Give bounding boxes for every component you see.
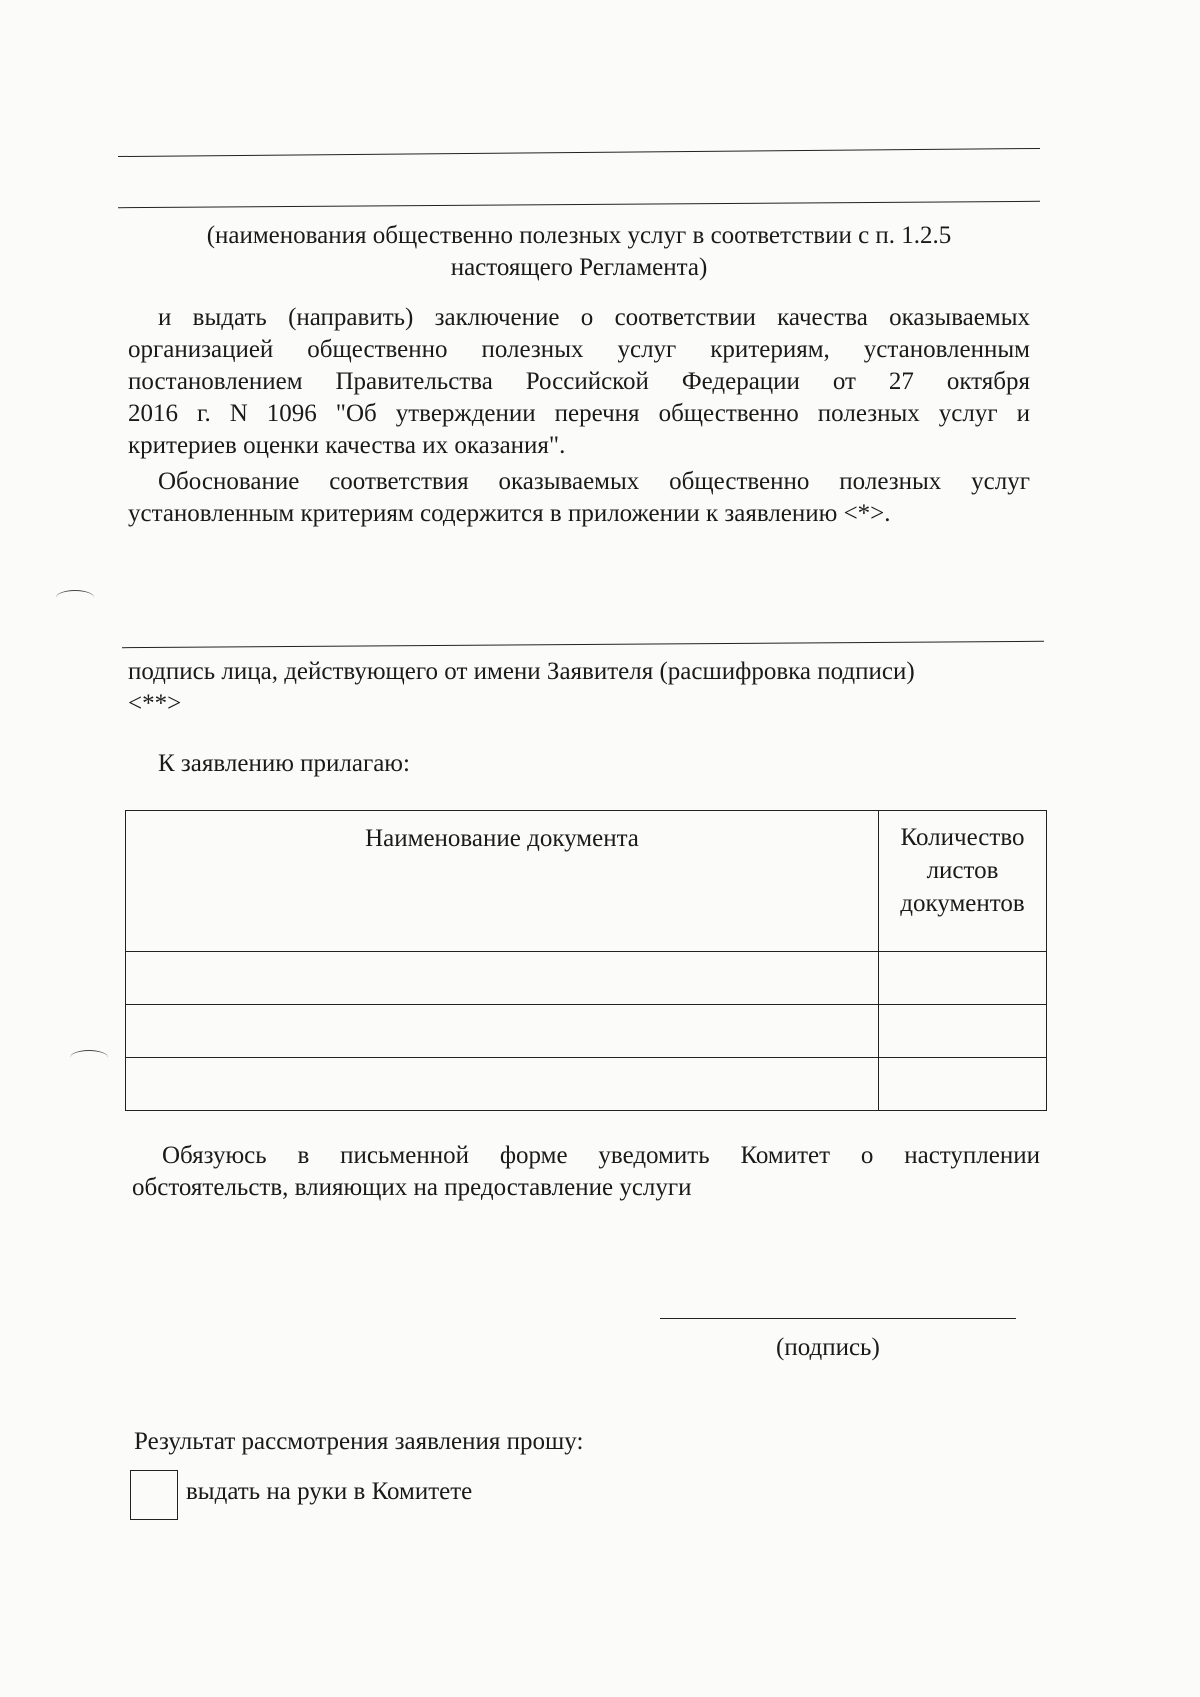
sheet-count-cell[interactable] [879, 1005, 1047, 1058]
attachments-label: К заявлению прилагаю: [158, 750, 410, 777]
delivery-option-checkbox[interactable] [130, 1470, 178, 1520]
request-paragraph-line-2: организацией общественно полезных услуг критериям, установленным [128, 336, 1030, 363]
delivery-option-label: выдать на руки в Комитете [186, 1478, 473, 1505]
header-sheet-count-line-2: листов [926, 857, 999, 884]
document-name-cell[interactable] [126, 952, 879, 1005]
header-sheet-count-line-1: Количество [900, 824, 1025, 851]
table-header-row [126, 811, 1047, 952]
services-blank-line-1[interactable] [118, 148, 1040, 157]
justification-paragraph-line-1: Обоснование соответствия оказываемых общественно полезных услуг [158, 468, 1030, 495]
signature-caption [128, 656, 1050, 720]
services-blank-line-2[interactable] [118, 201, 1040, 208]
signature-label: (подпись) [776, 1334, 880, 1361]
sheet-count-cell[interactable] [879, 952, 1047, 1005]
signature-caption-line-1: подпись лица, действующего от имени Заявителя (расшифровка подписи) [128, 658, 915, 685]
obligation-paragraph [132, 1140, 1040, 1204]
services-caption-line-1: (наименования общественно полезных услуг в соответствии с п. 1.2.5 [206, 222, 952, 249]
sheet-count-cell[interactable] [879, 1058, 1047, 1111]
binding-hole-mark [70, 1050, 108, 1065]
header-sheet-count-line-3: документов [900, 890, 1025, 917]
document-name-cell[interactable] [126, 1058, 879, 1111]
attachments-table [125, 810, 1047, 1111]
signature-line[interactable] [660, 1318, 1016, 1319]
services-caption [118, 220, 1040, 284]
table-row [126, 1058, 1047, 1111]
request-paragraph-line-5: критериев оценки качества их оказания". [128, 432, 566, 459]
result-label: Результат рассмотрения заявления прошу: [134, 1428, 584, 1455]
applicant-signature-line[interactable] [122, 641, 1044, 648]
justification-paragraph [128, 466, 1030, 530]
signature-caption-line-2: <**> [128, 690, 182, 717]
request-paragraph [128, 302, 1030, 462]
header-sheet-count [879, 811, 1047, 952]
obligation-paragraph-line-2: обстоятельств, влияющих на предоставление услуги [132, 1174, 692, 1201]
binding-hole-mark [56, 590, 94, 605]
request-paragraph-line-3: постановлением Правительства Российской Федерации от 27 октября [128, 368, 1030, 395]
document-name-cell[interactable] [126, 1005, 879, 1058]
justification-paragraph-line-2: установленным критериям содержится в приложении к заявлению <*>. [128, 500, 891, 527]
request-paragraph-line-1: и выдать (направить) заключение о соответствии качества оказываемых [158, 304, 1030, 331]
table-row [126, 952, 1047, 1005]
request-paragraph-line-4: 2016 г. N 1096 "Об утверждении перечня общественно полезных услуг и [128, 400, 1030, 427]
header-document-name: Наименование документа [126, 811, 879, 952]
obligation-paragraph-line-1: Обязуюсь в письменной форме уведомить Комитет о наступлении [162, 1142, 1040, 1169]
services-caption-line-2: настоящего Регламента) [450, 254, 708, 281]
table-row [126, 1005, 1047, 1058]
